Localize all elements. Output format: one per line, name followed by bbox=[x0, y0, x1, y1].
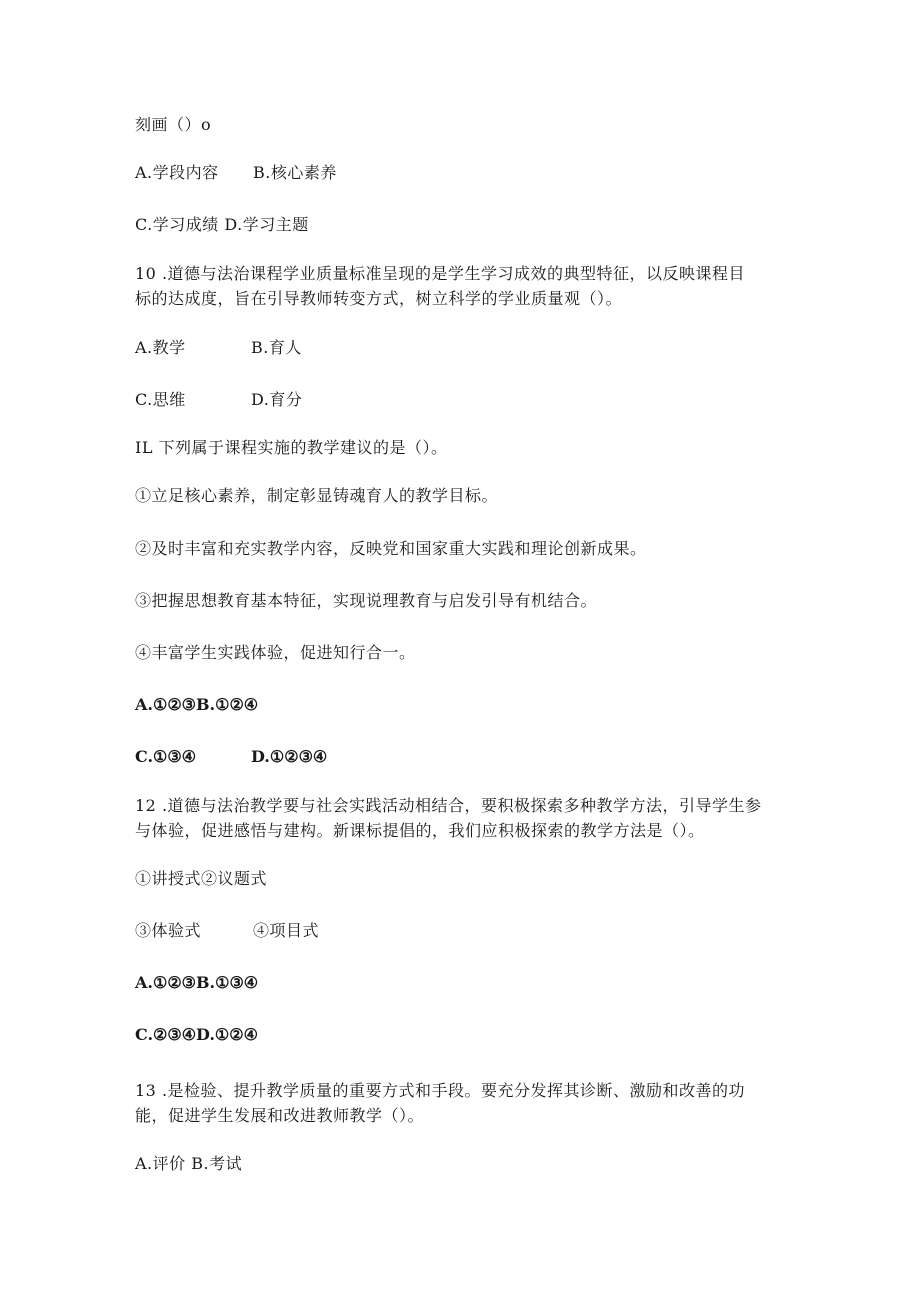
q11-option-d: D.①②③④ bbox=[251, 747, 328, 766]
q9-options-cd: C.学习成绩 D.学习主题 bbox=[135, 215, 309, 234]
q12-options-cd: C.②③④D.①②④ bbox=[135, 1025, 258, 1044]
q12-options-ab: A.①②③B.①③④ bbox=[135, 973, 259, 992]
q9-option-a: A.学段内容 bbox=[135, 163, 219, 182]
q10-option-d: D.育分 bbox=[251, 390, 303, 409]
q12-stem-line2: 与体验，促进感悟与建构。新课标提倡的，我们应积极探索的教学方法是（）。 bbox=[135, 821, 705, 840]
q12-stem-line1: 12 .道德与法治教学要与社会实践活动相结合，要积极探索多种教学方法，引导学生参 bbox=[135, 796, 762, 815]
q11-options-cd bbox=[135, 746, 327, 768]
q11-options-ab: A.①②③B.①②④ bbox=[135, 695, 259, 714]
q10-stem-line2: 标的达成度，旨在引导教师转变方式，树立科学的学业质量观（）。 bbox=[135, 289, 623, 308]
q10-options-cd bbox=[135, 389, 302, 411]
q9-option-b: B.核心素养 bbox=[253, 163, 337, 182]
q11-stem: IL 下列属于课程实施的教学建议的是（）。 bbox=[135, 438, 448, 457]
q9-options-ab bbox=[135, 162, 337, 184]
q11-item-3: ③把握思想教育基本特征，实现说理教育与启发引导有机结合。 bbox=[135, 591, 598, 610]
q13-stem-line2: 能，促进学生发展和改进教师教学（）。 bbox=[135, 1106, 425, 1125]
q10-stem-line1: 10 .道德与法治课程学业质量标准呈现的是学生学习成效的典型特征，以反映课程目 bbox=[135, 264, 746, 283]
q10-options-ab bbox=[135, 337, 302, 359]
q13-stem-line1: 13 .是检验、提升教学质量的重要方式和手段。要充分发挥其诊断、激励和改善的功 bbox=[135, 1081, 746, 1100]
q12-items-3-4 bbox=[135, 920, 319, 942]
q12-items-1-2: ①讲授式②议题式 bbox=[135, 869, 268, 888]
q10-option-c: C.思维 bbox=[135, 390, 186, 409]
q13-options-ab: A.评价 B.考试 bbox=[135, 1154, 243, 1173]
q11-item-2: ②及时丰富和充实教学内容，反映党和国家重大实践和理论创新成果。 bbox=[135, 539, 647, 558]
q12-item-3: ③体验式 bbox=[135, 921, 202, 940]
q12-item-4: ④项目式 bbox=[253, 921, 320, 940]
q9-stem-tail: 刻画（）o bbox=[135, 115, 212, 134]
q10-option-b: B.育人 bbox=[251, 338, 302, 357]
q10-option-a: A.教学 bbox=[135, 338, 186, 357]
q11-item-4: ④丰富学生实践体验，促进知行合一。 bbox=[135, 643, 416, 662]
q11-option-c: C.①③④ bbox=[135, 747, 197, 766]
q11-item-1: ①立足核心素养，制定彰显铸魂育人的教学目标。 bbox=[135, 486, 499, 505]
